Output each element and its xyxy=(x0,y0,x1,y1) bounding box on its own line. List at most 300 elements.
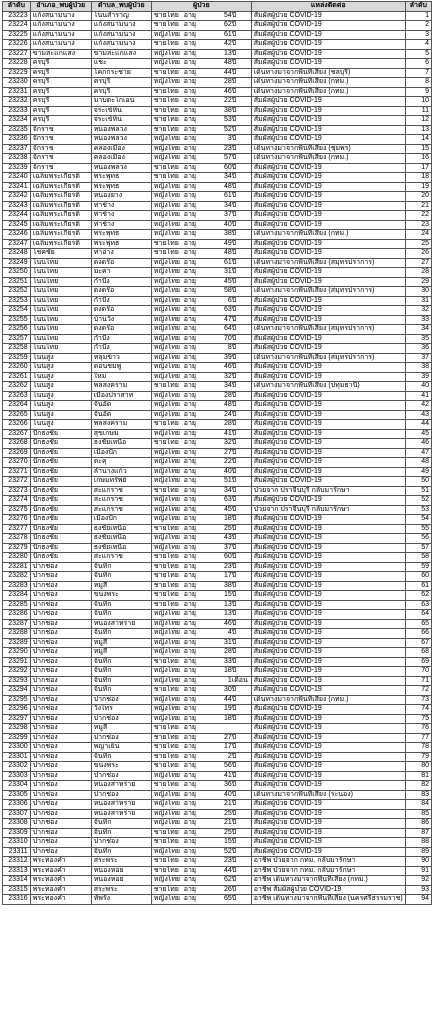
cell-subdistrict: ใหม่ xyxy=(91,372,151,382)
cell-patient xyxy=(151,135,251,145)
cell-subdistrict: ธงชัยเหนือ xyxy=(91,439,151,449)
cell-subdistrict: กำปัง xyxy=(91,334,151,344)
cell-source: สัมผัสผู้ป่วย COVID-19 xyxy=(251,667,405,677)
cell-seq: 84 xyxy=(405,800,431,810)
cell-subdistrict: ปากช่อง xyxy=(91,838,151,848)
header-patient: ผู้ป่วย xyxy=(151,2,251,12)
cell-id: 23229 xyxy=(3,68,31,78)
cell-id: 23299 xyxy=(3,733,31,743)
cell-seq: 10 xyxy=(405,97,431,107)
patient-age-label: อายุ xyxy=(183,344,197,351)
patient-age-value: 37 xyxy=(224,211,232,218)
patient-age-value: 25 xyxy=(224,828,232,836)
cell-subdistrict: แก้งสนามนาง xyxy=(91,40,151,50)
cell-subdistrict: กำปัง xyxy=(91,277,151,287)
patient-age-unit: ปี xyxy=(231,249,237,256)
cell-id: 23241 xyxy=(3,182,31,192)
patient-age-label: อายุ xyxy=(183,391,197,399)
cell-seq: 66 xyxy=(405,629,431,639)
cell-source: สัมผัสผู้ป่วย COVID-19 xyxy=(251,315,405,325)
cell-id: 23228 xyxy=(3,59,31,69)
cell-id: 23290 xyxy=(3,648,31,658)
patient-age-unit: ปี xyxy=(231,638,237,646)
cell-source: เดินทางมาจากพื้นที่เสี่ยง (สมุทรปราการ) xyxy=(251,258,405,268)
cell-seq: 5 xyxy=(405,49,431,59)
patient-age-label: อายุ xyxy=(183,192,197,199)
cell-id: 23260 xyxy=(3,363,31,373)
cell-seq: 45 xyxy=(405,429,431,439)
table-row xyxy=(3,448,432,458)
patient-sex: หญิงไทย xyxy=(153,59,181,66)
cell-district: ปากช่อง xyxy=(30,695,91,705)
cell-id: 23239 xyxy=(3,163,31,173)
patient-age-label: อายุ xyxy=(183,553,197,560)
cell-subdistrict: จันอัด xyxy=(91,401,151,411)
cell-subdistrict: ธงชัยเหนือ xyxy=(91,543,151,553)
header-district: อำเภอ_พบผู้ป่วย xyxy=(30,2,91,12)
patient-age-label: อายุ xyxy=(183,116,197,123)
cell-district: ครบุรี xyxy=(30,116,91,126)
patient-age-value: 61 xyxy=(224,258,232,266)
table-row xyxy=(3,486,432,496)
cell-seq: 53 xyxy=(405,505,431,515)
patient-sex: ชายไทย xyxy=(153,733,179,741)
patient-age-value: 15 xyxy=(224,591,232,598)
cell-district: เฉลิมพระเกียรติ xyxy=(30,211,91,221)
cell-subdistrict: หนองสาหร่าย xyxy=(91,781,151,791)
cell-seq: 93 xyxy=(405,885,431,895)
cell-patient xyxy=(151,515,251,525)
cell-subdistrict: เมืองปัก xyxy=(91,448,151,458)
cell-seq: 72 xyxy=(405,686,431,696)
cell-patient xyxy=(151,439,251,449)
cell-seq: 58 xyxy=(405,553,431,563)
cell-seq: 90 xyxy=(405,857,431,867)
cell-patient xyxy=(151,819,251,829)
patient-age-value: 46 xyxy=(224,87,232,95)
patient-age-value: 4 xyxy=(227,629,232,636)
patient-age-label: อายุ xyxy=(183,363,197,370)
cell-seq: 20 xyxy=(405,192,431,202)
cell-district: ครบุรี xyxy=(30,68,91,78)
patient-age-value: 28 xyxy=(224,648,232,655)
cell-subdistrict: จันทึก xyxy=(91,657,151,667)
patient-age-value: 47 xyxy=(224,315,232,323)
cell-district: โนนไทย xyxy=(30,306,91,316)
cell-patient xyxy=(151,553,251,563)
cell-patient xyxy=(151,334,251,344)
cell-patient xyxy=(151,220,251,230)
cell-district: แก้งสนามนาง xyxy=(30,11,91,21)
cell-subdistrict: มาบตะโกเอน xyxy=(91,97,151,107)
patient-sex: หญิงไทย xyxy=(153,192,181,199)
cell-id: 23307 xyxy=(3,809,31,819)
cell-id: 23313 xyxy=(3,866,31,876)
table-row xyxy=(3,724,432,734)
table-row xyxy=(3,458,432,468)
table-row xyxy=(3,505,432,515)
patient-age-unit: ปี xyxy=(231,258,237,266)
cell-id: 23247 xyxy=(3,239,31,249)
cell-seq: 27 xyxy=(405,258,431,268)
table-row xyxy=(3,610,432,620)
patient-age-unit: ปี xyxy=(231,97,237,104)
patient-age-value: 49 xyxy=(224,239,232,247)
patient-sex: ชายไทย xyxy=(153,40,179,47)
patient-age-label: อายุ xyxy=(183,144,197,152)
patient-age-unit: ปี xyxy=(231,553,237,560)
cell-seq: 76 xyxy=(405,724,431,734)
cell-seq: 17 xyxy=(405,163,431,173)
cell-seq: 35 xyxy=(405,334,431,344)
cell-id: 23245 xyxy=(3,220,31,230)
cell-subdistrict: สะแกราช xyxy=(91,496,151,506)
cell-id: 23238 xyxy=(3,154,31,164)
patient-age-label: อายุ xyxy=(183,562,197,570)
cell-source: เดินทางมาจากพื้นที่เสี่ยง (สมุทรปราการ) xyxy=(251,353,405,363)
table-row xyxy=(3,800,432,810)
cell-subdistrict: บ้านวัง xyxy=(91,315,151,325)
cell-district: ปากช่อง xyxy=(30,591,91,601)
patient-age-value: 63 xyxy=(224,306,232,313)
patient-sex: ชายไทย xyxy=(153,439,179,446)
cell-source: สัมผัสผู้ป่วย COVID-19 xyxy=(251,800,405,810)
cell-district: ปากช่อง xyxy=(30,714,91,724)
patient-age-value: 13 xyxy=(224,600,232,608)
cell-subdistrict: วังไทร xyxy=(91,705,151,715)
patient-sex: ชายไทย xyxy=(153,752,179,760)
patient-age-unit: ปี xyxy=(231,534,237,541)
cell-district: ปากช่อง xyxy=(30,629,91,639)
table-row xyxy=(3,515,432,525)
cell-patient xyxy=(151,743,251,753)
cell-source: อาชีพ ป่วยจาก กทม. กลับมารักษา xyxy=(251,857,405,867)
patient-age-unit: ปี xyxy=(231,344,237,351)
cell-seq: 18 xyxy=(405,173,431,183)
cell-patient xyxy=(151,800,251,810)
patient-age-unit: ปี xyxy=(231,448,237,456)
patient-sex: หญิงไทย xyxy=(153,695,181,703)
cell-seq: 25 xyxy=(405,239,431,249)
patient-sex: หญิงไทย xyxy=(153,277,181,285)
cell-patient xyxy=(151,895,251,905)
patient-sex: หญิงไทย xyxy=(153,619,181,627)
patient-sex: ชายไทย xyxy=(153,572,179,579)
patient-age-label: อายุ xyxy=(183,59,197,66)
patient-age-value: 15 xyxy=(224,838,232,845)
cell-seq: 60 xyxy=(405,572,431,582)
patient-age-value: 21 xyxy=(224,800,232,807)
patient-age-value: 45 xyxy=(224,505,232,513)
cell-source: สัมผัสผู้ป่วย COVID-19 xyxy=(251,743,405,753)
cell-patient xyxy=(151,610,251,620)
cell-district: พระทองคำ xyxy=(30,857,91,867)
patient-age-unit: ปี xyxy=(231,59,237,66)
patient-age-value: 46 xyxy=(224,619,232,627)
patient-age-value: 23 xyxy=(224,857,232,864)
patient-age-value: 38 xyxy=(224,581,232,589)
cell-patient xyxy=(151,866,251,876)
cell-district: ครบุรี xyxy=(30,78,91,88)
cell-patient xyxy=(151,695,251,705)
header-row xyxy=(3,2,432,12)
table-row xyxy=(3,182,432,192)
cell-id: 23230 xyxy=(3,78,31,88)
patient-age-value: 34 xyxy=(224,486,232,494)
cell-seq: 30 xyxy=(405,287,431,297)
patient-sex: หญิงไทย xyxy=(153,819,181,826)
cell-source: สัมผัสผู้ป่วย COVID-19 xyxy=(251,781,405,791)
patient-age-unit: ปี xyxy=(231,562,237,570)
cell-district: เฉลิมพระเกียรติ xyxy=(30,230,91,240)
cell-source: สัมผัสผู้ป่วย COVID-19 xyxy=(251,30,405,40)
patient-age-value: 53 xyxy=(224,116,232,123)
cell-source: อาชีพ สัมผัสผู้ป่วย COVID-19 xyxy=(251,885,405,895)
header-seq: ลำดับ xyxy=(405,2,431,12)
patient-age-label: อายุ xyxy=(183,876,197,883)
table-row xyxy=(3,467,432,477)
cell-subdistrict: จันทึก xyxy=(91,667,151,677)
patient-age-label: อายุ xyxy=(183,724,197,731)
patient-age-value: 31 xyxy=(224,268,232,275)
patient-sex: ชายไทย xyxy=(153,562,179,570)
cell-patient xyxy=(151,372,251,382)
patient-age-unit: ปี xyxy=(231,809,237,817)
cell-seq: 49 xyxy=(405,467,431,477)
cell-seq: 86 xyxy=(405,819,431,829)
patient-age-unit: ปี xyxy=(231,686,237,693)
patient-age-value: 1 xyxy=(227,676,232,684)
patient-age-label: อายุ xyxy=(183,239,197,247)
cell-source: เดินทางมาจากพื้นที่เสี่ยง (สมุทรปราการ) xyxy=(251,325,405,335)
cell-id: 23261 xyxy=(3,372,31,382)
patient-age-label: อายุ xyxy=(183,382,197,389)
table-row xyxy=(3,344,432,354)
cell-seq: 15 xyxy=(405,144,431,154)
patient-age-value: 44 xyxy=(224,695,232,703)
cell-patient xyxy=(151,486,251,496)
cell-source: สัมผัสผู้ป่วย COVID-19 xyxy=(251,809,405,819)
cell-source: สัมผัสผู้ป่วย COVID-19 xyxy=(251,524,405,534)
patient-sex: หญิงไทย xyxy=(153,429,181,437)
cell-patient xyxy=(151,154,251,164)
cell-subdistrict: โคกกระชาย xyxy=(91,68,151,78)
cell-patient xyxy=(151,686,251,696)
cell-patient xyxy=(151,619,251,629)
patient-age-label: อายุ xyxy=(183,648,197,655)
cell-district: ปากช่อง xyxy=(30,648,91,658)
cell-district: โนนสูง xyxy=(30,401,91,411)
cell-source: เดินทางมาจากพื้นที่เสี่ยง (ชลบุรี) xyxy=(251,68,405,78)
patient-age-unit: ปี xyxy=(231,857,237,864)
patient-sex: หญิงไทย xyxy=(153,714,181,722)
table-row xyxy=(3,866,432,876)
table-row xyxy=(3,154,432,164)
cell-seq: 13 xyxy=(405,125,431,135)
patient-age-label: อายุ xyxy=(183,429,197,437)
cell-district: ปักธงชัย xyxy=(30,553,91,563)
patient-age-value: 13 xyxy=(224,49,232,57)
patient-sex: ชายไทย xyxy=(153,21,179,28)
cell-patient xyxy=(151,382,251,392)
cell-district: เฉลิมพระเกียรติ xyxy=(30,220,91,230)
cell-district: เฉลิมพระเกียรติ xyxy=(30,182,91,192)
patient-age-value: 56 xyxy=(224,762,232,769)
patient-age-unit: ปี xyxy=(231,391,237,399)
patient-sex: ชายไทย xyxy=(153,420,179,427)
patient-age-value: 13 xyxy=(224,610,232,617)
patient-age-label: อายุ xyxy=(183,334,197,342)
patient-age-label: อายุ xyxy=(183,667,197,674)
cell-id: 23253 xyxy=(3,296,31,306)
patient-age-label: อายุ xyxy=(183,78,197,85)
cell-id: 23277 xyxy=(3,524,31,534)
cell-id: 23287 xyxy=(3,619,31,629)
cell-id: 23293 xyxy=(3,676,31,686)
patient-sex: หญิงไทย xyxy=(153,477,181,484)
cell-patient xyxy=(151,809,251,819)
cell-id: 23282 xyxy=(3,572,31,582)
patient-age-unit: ปี xyxy=(231,600,237,608)
patient-age-value: 6 xyxy=(227,296,232,304)
table-row xyxy=(3,21,432,31)
cell-seq: 59 xyxy=(405,562,431,572)
cell-source: สัมผัสผู้ป่วย COVID-19 xyxy=(251,21,405,31)
cell-patient xyxy=(151,40,251,50)
cell-patient xyxy=(151,733,251,743)
patient-age-unit: ปี xyxy=(231,477,237,484)
patient-sex: ชายไทย xyxy=(153,173,179,180)
cell-id: 23231 xyxy=(3,87,31,97)
cell-id: 23283 xyxy=(3,581,31,591)
cell-seq: 31 xyxy=(405,296,431,306)
cell-patient xyxy=(151,391,251,401)
patient-sex: หญิงไทย xyxy=(153,638,181,646)
cell-patient xyxy=(151,477,251,487)
patient-age-label: อายุ xyxy=(183,629,197,636)
patient-age-unit: ปี xyxy=(231,439,237,446)
cell-source: สัมผัสผู้ป่วย COVID-19 xyxy=(251,705,405,715)
cell-district: ครบุรี xyxy=(30,59,91,69)
cell-id: 23235 xyxy=(3,125,31,135)
patient-age-label: อายุ xyxy=(183,695,197,703)
patient-age-unit: ปี xyxy=(231,315,237,323)
cell-source: สัมผัสผู้ป่วย COVID-19 xyxy=(251,572,405,582)
cell-id: 23268 xyxy=(3,439,31,449)
cell-district: โนนสูง xyxy=(30,391,91,401)
patient-sex: หญิงไทย xyxy=(153,790,181,798)
patient-age-value: 17 xyxy=(224,743,232,750)
patient-age-label: อายุ xyxy=(183,277,197,285)
patient-age-value: 23 xyxy=(224,562,232,570)
patient-age-label: อายุ xyxy=(183,106,197,114)
table-row xyxy=(3,695,432,705)
cell-subdistrict: ตะคุ xyxy=(91,458,151,468)
patient-age-value: 17 xyxy=(224,572,232,579)
cell-district: จักราช xyxy=(30,163,91,173)
cell-patient xyxy=(151,21,251,31)
cell-district: พระทองคำ xyxy=(30,895,91,905)
cell-source: สัมผัสผู้ป่วย COVID-19 xyxy=(251,648,405,658)
cell-patient xyxy=(151,277,251,287)
cell-source: สัมผัสผู้ป่วย COVID-19 xyxy=(251,401,405,411)
patient-age-label: อายุ xyxy=(183,173,197,180)
cell-subdistrict: หนองหอย xyxy=(91,866,151,876)
patient-age-label: อายุ xyxy=(183,249,197,256)
patient-sex: หญิงไทย xyxy=(153,610,181,617)
patient-age-label: อายุ xyxy=(183,733,197,741)
cell-district: แก้งสนามนาง xyxy=(30,30,91,40)
cell-source: สัมผัสผู้ป่วย COVID-19 xyxy=(251,477,405,487)
cell-subdistrict: พญาเย็น xyxy=(91,743,151,753)
patient-age-value: 28 xyxy=(224,78,232,85)
patient-sex: ชายไทย xyxy=(153,591,179,598)
table-row xyxy=(3,638,432,648)
cell-source: สัมผัสผู้ป่วย COVID-19 xyxy=(251,439,405,449)
cell-district: แก้งสนามนาง xyxy=(30,40,91,50)
cell-id: 23256 xyxy=(3,325,31,335)
patient-age-label: อายุ xyxy=(183,543,197,551)
patient-age-unit: ปี xyxy=(231,828,237,836)
patient-age-label: อายุ xyxy=(183,21,197,28)
cell-seq: 43 xyxy=(405,410,431,420)
cell-seq: 21 xyxy=(405,201,431,211)
cell-seq: 55 xyxy=(405,524,431,534)
cell-district: โนนไทย xyxy=(30,334,91,344)
cell-source: สัมผัสผู้ป่วย COVID-19 xyxy=(251,420,405,430)
table-row xyxy=(3,11,432,21)
cell-source: สัมผัสผู้ป่วย COVID-19 xyxy=(251,771,405,781)
table-row xyxy=(3,439,432,449)
cell-district: โนนไทย xyxy=(30,296,91,306)
cell-patient xyxy=(151,78,251,88)
cell-source: สัมผัสผู้ป่วย COVID-19 xyxy=(251,268,405,278)
cell-district: ปักธงชัย xyxy=(30,505,91,515)
patient-age-unit: ปี xyxy=(231,847,237,855)
cell-patient xyxy=(151,106,251,116)
patient-age-value: 34 xyxy=(224,382,232,389)
cell-seq: 8 xyxy=(405,78,431,88)
table-row xyxy=(3,334,432,344)
patient-sex: หญิงไทย xyxy=(153,268,181,275)
patient-age-unit: ปี xyxy=(231,410,237,418)
cell-patient xyxy=(151,781,251,791)
cell-subdistrict: พระพุทธ xyxy=(91,230,151,240)
cell-id: 23292 xyxy=(3,667,31,677)
patient-sex: หญิงไทย xyxy=(153,648,181,655)
cell-subdistrict: คลองเมือง xyxy=(91,154,151,164)
cell-id: 23270 xyxy=(3,458,31,468)
cell-source: เดินทางมาจากพื้นที่เสี่ยง (กทม.) xyxy=(251,230,405,240)
cell-patient xyxy=(151,667,251,677)
patient-age-label: อายุ xyxy=(183,439,197,446)
table-row xyxy=(3,239,432,249)
cell-subdistrict: จันทึก xyxy=(91,610,151,620)
cell-subdistrict: ปากช่อง xyxy=(91,714,151,724)
cell-subdistrict: หมูสี xyxy=(91,638,151,648)
patient-sex: หญิงไทย xyxy=(153,401,181,408)
patient-age-value: 2 xyxy=(227,752,232,760)
cell-patient xyxy=(151,325,251,335)
patient-age-label: อายุ xyxy=(183,306,197,313)
patient-sex: ชายไทย xyxy=(153,249,179,256)
cell-patient xyxy=(151,790,251,800)
cell-district: โนนไทย xyxy=(30,277,91,287)
patient-age-label: อายุ xyxy=(183,125,197,133)
table-row xyxy=(3,363,432,373)
cell-source: สัมผัสผู้ป่วย COVID-19 xyxy=(251,201,405,211)
cell-subdistrict: เมืองปัก xyxy=(91,515,151,525)
